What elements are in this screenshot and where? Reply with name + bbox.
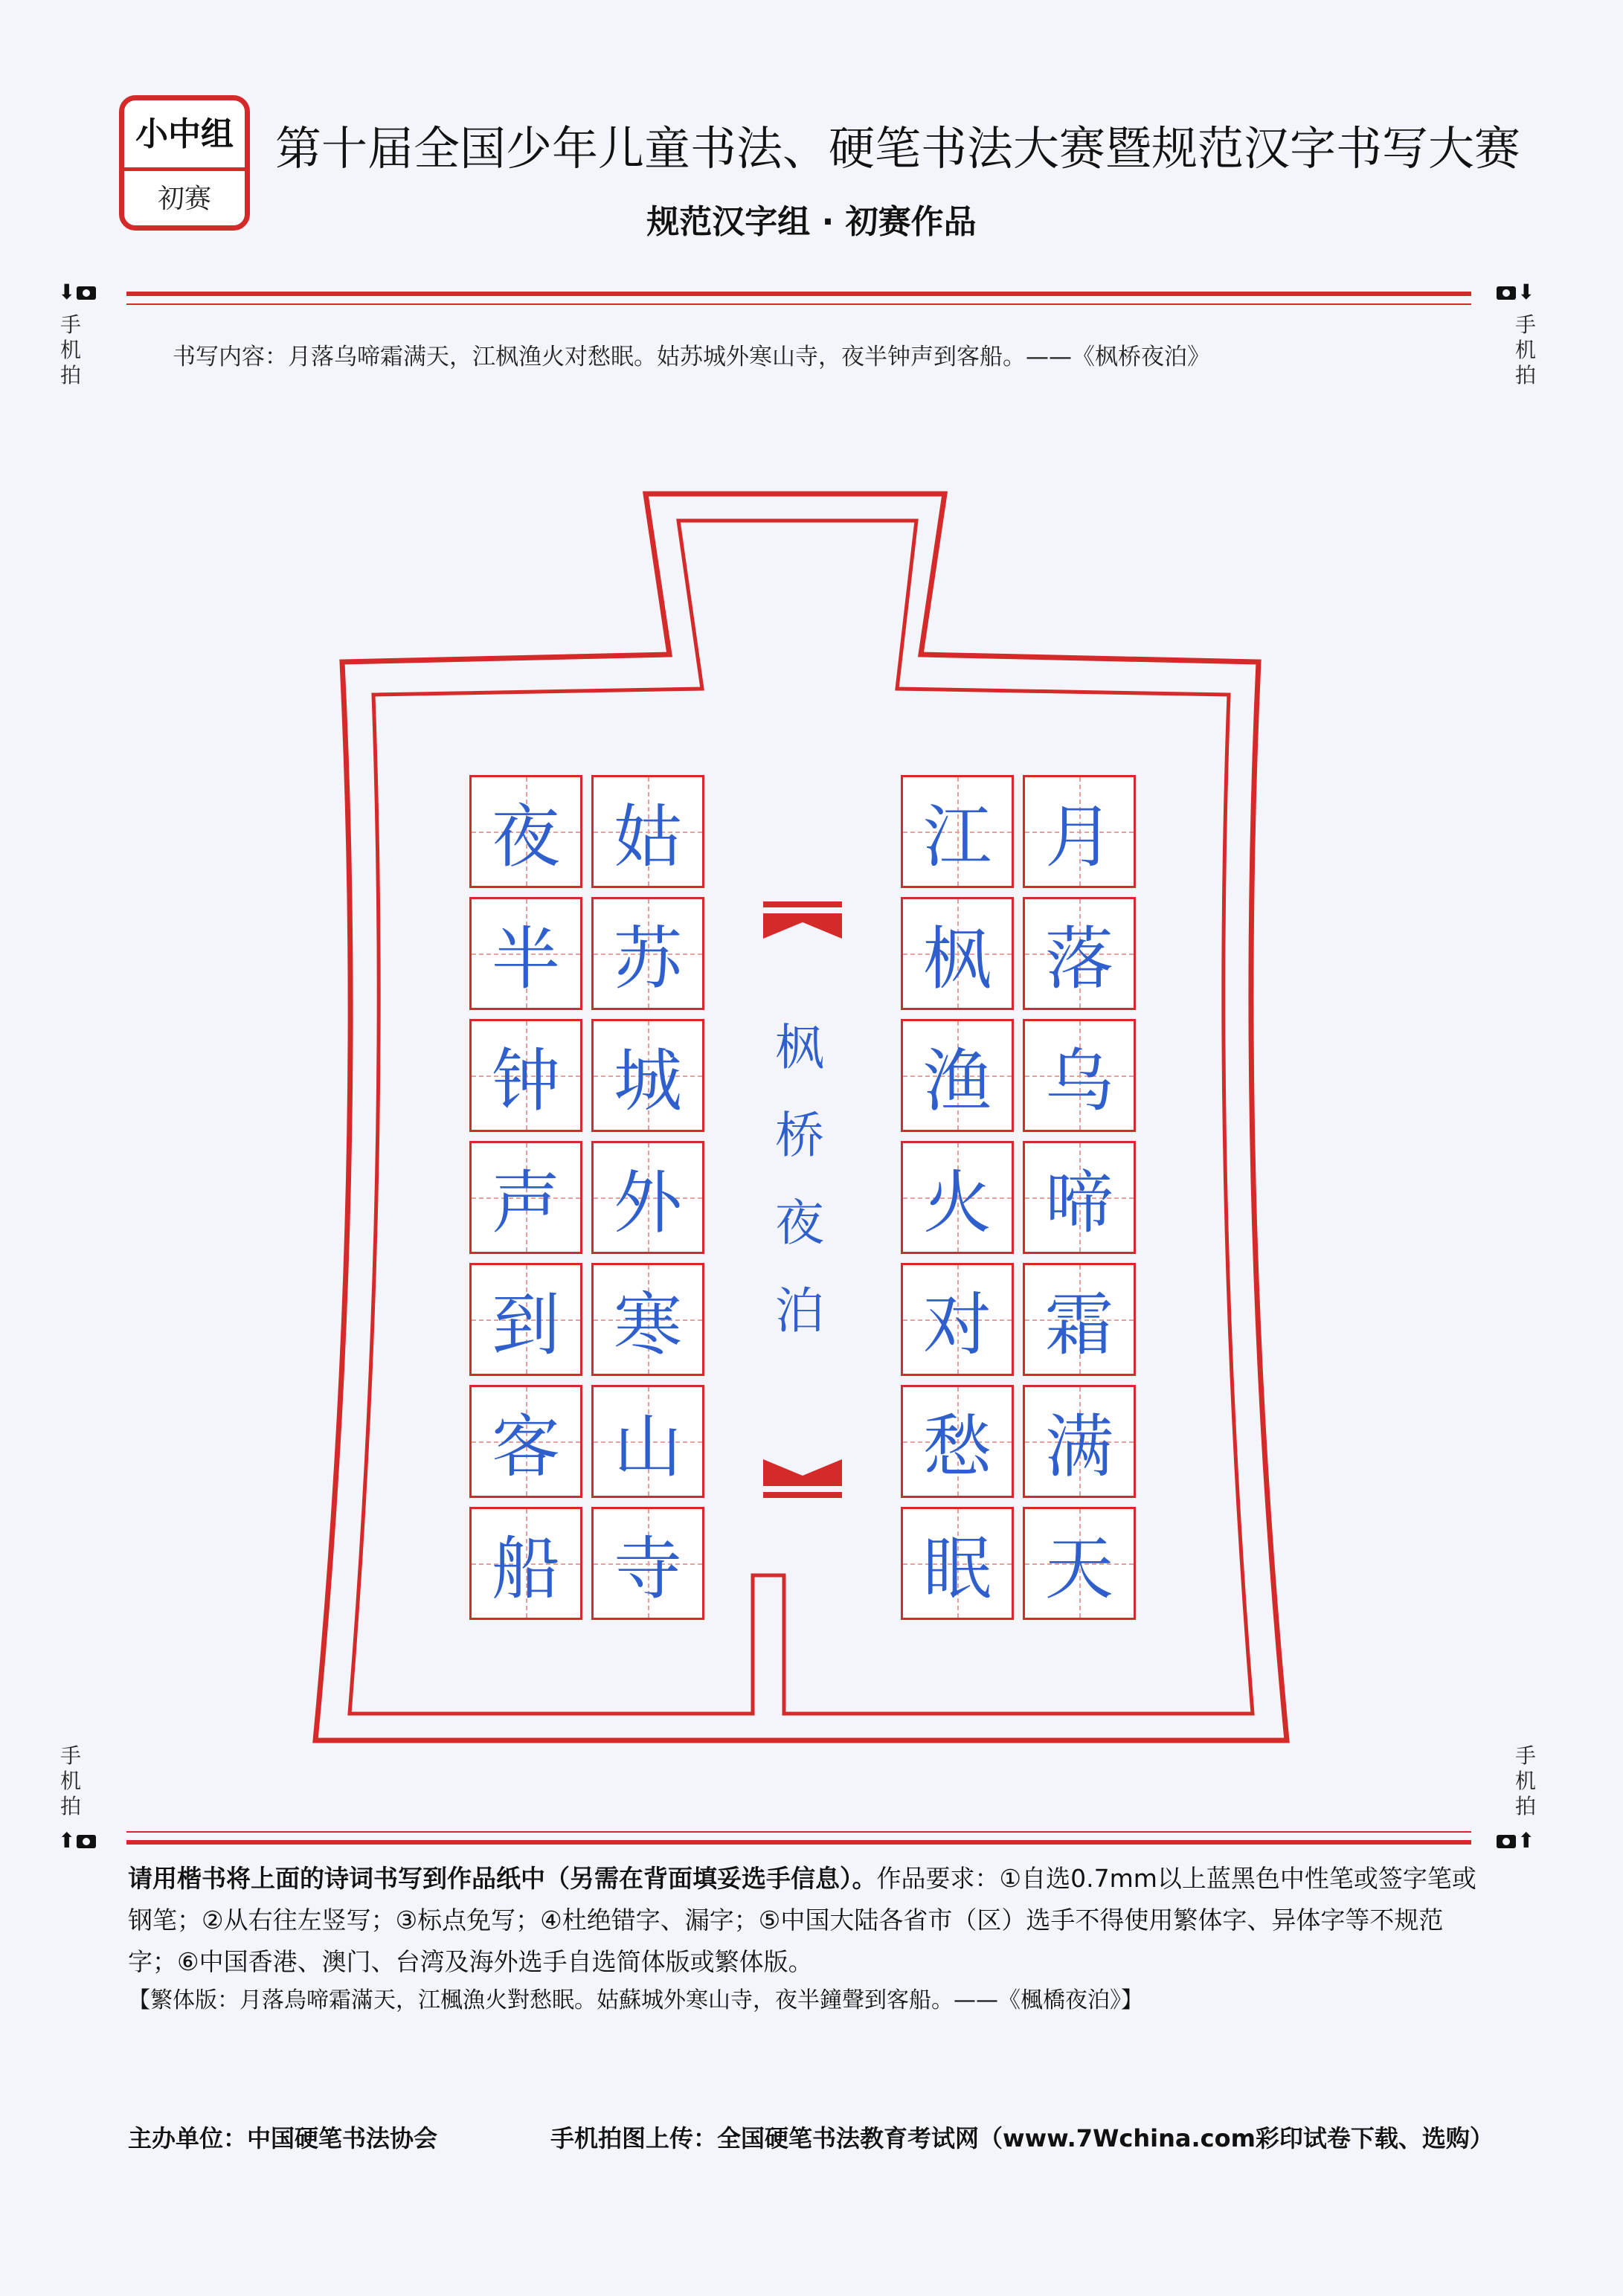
grid-cell xyxy=(469,897,582,1010)
arrow-up-icon: ⬆ xyxy=(58,1828,76,1853)
grid-char: 霜 xyxy=(1044,1285,1113,1365)
page-title: 第十届全国少年儿童书法、硬笔书法大赛暨规范汉字书写大赛 xyxy=(275,121,1521,176)
grid-cell xyxy=(901,1507,1014,1620)
grid-char: 声 xyxy=(491,1163,560,1243)
side-char: 拍 xyxy=(60,1794,81,1819)
arrow-up-icon: ⬆ xyxy=(1517,1828,1535,1853)
traditional-version: 【繁体版：月落烏啼霜滿天，江楓漁火對愁眠。姑蘇城外寒山寺，夜半鐘聲到客船。——《楓橋夜泊》】 xyxy=(128,1987,1143,2013)
grid-char: 火 xyxy=(922,1163,992,1243)
bottom-right-camera-marker xyxy=(1495,1828,1534,1853)
side-char: 手 xyxy=(1514,1743,1536,1768)
instructions-body: 作品要求：①自选0.7mm以上蓝黑色中性笔或签字笔或钢笔；②从右往左竖写；③标点免写；④杜绝错字、漏字；⑤中国大陆各省市（区）选手不得使用繁体字、异体字等不规范字；⑥中国香港、澳门、台湾及海外选手自选简体版或繁体版。 xyxy=(128,1864,1476,1976)
camera-icon xyxy=(1497,1835,1516,1848)
grid-cell xyxy=(469,1019,582,1132)
grid-cell xyxy=(591,1019,704,1132)
side-char: 机 xyxy=(1514,338,1536,362)
title-bottom-ornament xyxy=(763,1459,842,1498)
grid-char: 外 xyxy=(613,1163,682,1243)
grid-cell xyxy=(1023,1141,1136,1254)
grid-char: 啼 xyxy=(1044,1163,1113,1243)
grid-char: 到 xyxy=(491,1285,560,1365)
grid-cell xyxy=(901,1385,1014,1498)
grid-char: 钟 xyxy=(491,1041,560,1121)
grid-char: 城 xyxy=(613,1041,682,1121)
grid-char: 苏 xyxy=(613,919,682,999)
bottom-left-side-label xyxy=(58,1743,83,1819)
grid-cell xyxy=(1023,1019,1136,1132)
camera-icon xyxy=(77,1835,96,1848)
side-char: 拍 xyxy=(1514,363,1536,388)
writing-content-line: 书写内容：月落乌啼霜满天，江枫渔火对愁眠。姑苏城外寒山寺，夜半钟声到客船。——《枫桥夜泊》 xyxy=(173,344,1210,370)
grid-char: 客 xyxy=(491,1407,560,1487)
instructions xyxy=(128,1858,1489,1983)
bottom-rule xyxy=(126,1840,1471,1845)
side-char: 手 xyxy=(60,312,81,337)
grid-cell xyxy=(469,1263,582,1376)
grid-cell xyxy=(469,1385,582,1498)
side-char: 机 xyxy=(60,338,81,362)
grid-cell xyxy=(901,1019,1014,1132)
grid-char: 枫 xyxy=(922,919,992,999)
grid-char: 愁 xyxy=(922,1407,992,1487)
grid-char: 对 xyxy=(922,1285,992,1365)
page-subtitle: 规范汉字组 · 初赛作品 xyxy=(646,203,977,241)
poem-title xyxy=(766,1004,833,1355)
side-char: 机 xyxy=(60,1769,81,1793)
grid-char: 天 xyxy=(1044,1529,1113,1609)
grid-cell xyxy=(901,897,1014,1010)
poem-title-char: 泊 xyxy=(775,1282,824,1340)
grid-cell xyxy=(591,1385,704,1498)
title-top-ornament xyxy=(763,901,842,939)
side-char: 机 xyxy=(1514,1769,1536,1793)
grid-char: 落 xyxy=(1044,919,1113,999)
poem-title-char: 夜 xyxy=(775,1194,824,1252)
grid-cell xyxy=(901,1263,1014,1376)
grid-char: 月 xyxy=(1044,797,1113,877)
grid-char: 姑 xyxy=(613,797,682,877)
grid-char: 夜 xyxy=(491,797,560,877)
organizer-text: 主办单位：中国硬笔书法协会 xyxy=(128,2124,438,2152)
grid-cell xyxy=(901,775,1014,888)
grid-cell xyxy=(469,1141,582,1254)
grid-char: 渔 xyxy=(922,1041,992,1121)
grid-char: 船 xyxy=(491,1529,560,1609)
grid-char: 满 xyxy=(1044,1407,1113,1487)
grid-cell xyxy=(1023,1507,1136,1620)
arrow-down-icon: ⬇ xyxy=(1517,280,1535,304)
grid-cell xyxy=(1023,775,1136,888)
grid-char: 眠 xyxy=(922,1529,992,1609)
side-char: 拍 xyxy=(1514,1794,1536,1819)
grid-cell xyxy=(591,897,704,1010)
upload-text: 手机拍图上传：全国硬笔书法教育考试网（www.7Wchina.com彩印试卷下载、选购） xyxy=(550,2124,1494,2152)
grid-char: 山 xyxy=(613,1407,682,1487)
grid-char: 寺 xyxy=(613,1529,682,1609)
grid-cell xyxy=(591,775,704,888)
grid-cell xyxy=(591,1141,704,1254)
grid-cell xyxy=(591,1263,704,1376)
side-char: 拍 xyxy=(60,363,81,388)
grid-cell xyxy=(901,1141,1014,1254)
side-char: 手 xyxy=(60,1743,81,1768)
grid-cell xyxy=(1023,1385,1136,1498)
grid-cell xyxy=(469,1507,582,1620)
grid-char: 寒 xyxy=(613,1285,682,1365)
poem-title-char: 桥 xyxy=(775,1107,824,1164)
grid-char: 乌 xyxy=(1044,1041,1113,1121)
badge-group-label: 小中组 xyxy=(135,115,234,153)
bottom-right-side-label xyxy=(1513,1743,1538,1819)
grid-char: 半 xyxy=(491,919,560,999)
poem-title-char: 枫 xyxy=(775,1019,824,1076)
bottom-rule-thin xyxy=(126,1831,1471,1833)
grid-cell xyxy=(591,1507,704,1620)
grid-cell xyxy=(469,775,582,888)
bottom-left-camera-marker xyxy=(58,1828,97,1853)
grid-char: 江 xyxy=(922,797,992,877)
grid-cell xyxy=(1023,1263,1136,1376)
arrow-down-icon: ⬇ xyxy=(58,280,76,304)
grid-cell xyxy=(1023,897,1136,1010)
side-char: 手 xyxy=(1514,312,1536,337)
instructions-lead: 请用楷书将上面的诗词书写到作品纸中（另需在背面填妥选手信息）。 xyxy=(128,1864,877,1893)
badge-stage-label: 初赛 xyxy=(157,184,211,214)
